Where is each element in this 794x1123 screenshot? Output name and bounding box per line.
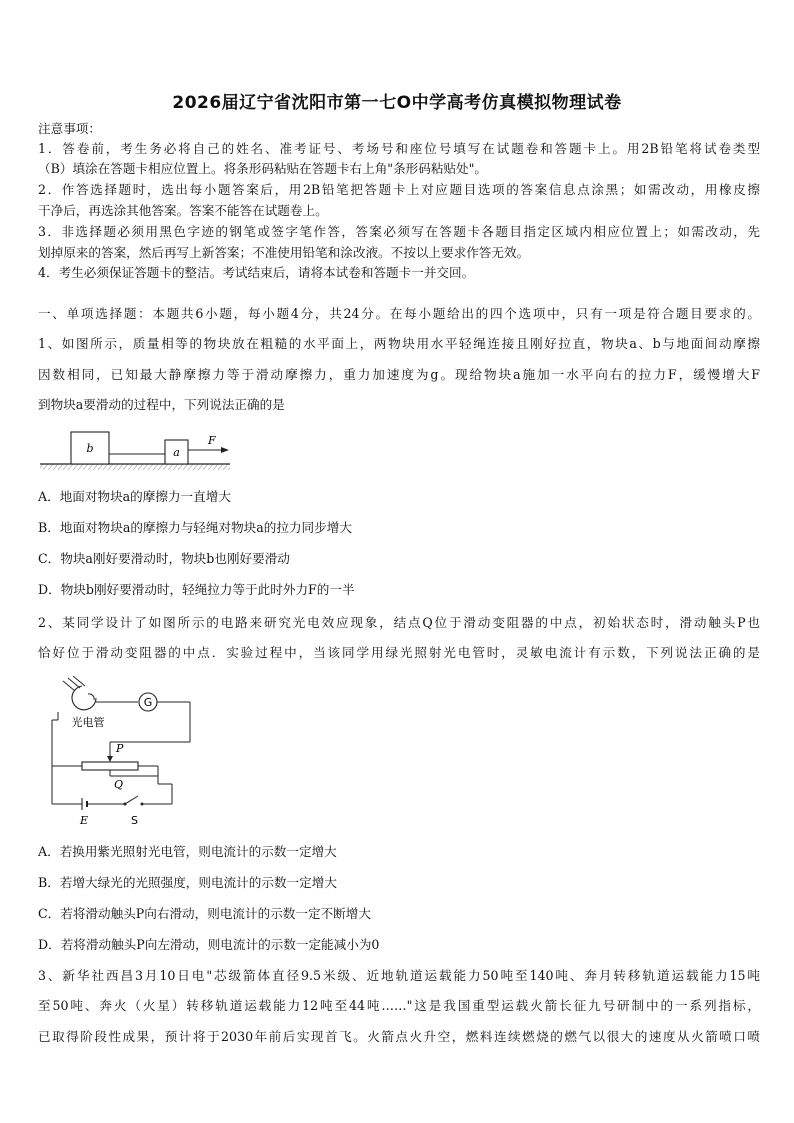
block-b-label: b bbox=[86, 442, 94, 455]
notice-line: 3．非选择题必须用黑色字迹的钢笔或签字笔作答，答案必须写在答题卡各题目指定区域内相应位置上；如需改动，先 bbox=[38, 224, 760, 239]
q3-stem-line: 已取得阶段性成果，预计将于2030年前后实现首飞。火箭点火升空，燃料连续燃烧的燃气以很大的速度从火箭喷口喷 bbox=[38, 1029, 760, 1044]
rheostat bbox=[82, 762, 138, 770]
q2-option: D．若将滑动触头P向左滑动，则电流计的示数一定能减小为0 bbox=[38, 937, 380, 952]
block-a-label: a bbox=[173, 446, 180, 459]
q2-stem-line: 2、某同学设计了如图所示的电路来研究光电效应现象，结点Q位于滑动变阻器的中点，初始状态时，滑动触头P也 bbox=[38, 615, 760, 630]
q3-stem-line: 至50吨、奔火（火星）转移轨道运载能力12吨至44吨……"这是我国重型运载火箭长征九号研制中的一系列指标， bbox=[38, 998, 760, 1013]
switch-label: S bbox=[131, 814, 138, 827]
notice-line: （B）填涂在答题卡相应位置上。将条形码粘贴在答题卡右上角"条形码粘贴处"。 bbox=[38, 161, 488, 176]
q1-blocks-figure bbox=[38, 428, 238, 478]
q2-stem-line: 恰好位于滑动变阻器的中点．实验过程中，当该同学用绿光照射光电管时，灵敏电流计有示数，下列说法正确的是 bbox=[38, 645, 760, 660]
q1-stem-line: 1、如图所示，质量相等的物块放在粗糙的水平面上，两物块用水平轻绳连接且刚好拉直，物块a、b与地面间动摩擦 bbox=[38, 336, 760, 351]
notice-line: 4．考生必须保证答题卡的整洁。考试结束后，请将本试卷和答题卡一并交回。 bbox=[38, 265, 475, 280]
q1-option: B．地面对物块a的摩擦力与轻绳对物块a的拉力同步增大 bbox=[38, 520, 352, 535]
q1-stem-line: 到物块a要滑动的过程中，下列说法正确的是 bbox=[38, 397, 285, 412]
switch-s bbox=[125, 796, 138, 804]
q2-option: A．若换用紫光照射光电管，则电流计的示数一定增大 bbox=[38, 844, 337, 859]
q1-option: D．物块b刚好要滑动时，轻绳拉力等于此时外力F的一半 bbox=[38, 582, 355, 597]
ground-hatching bbox=[40, 464, 230, 470]
q1-option: C．物块a刚好要滑动时，物块b也刚好要滑动 bbox=[38, 551, 290, 566]
force-label: F bbox=[208, 434, 216, 447]
galvanometer-label: G bbox=[143, 696, 153, 709]
notice-line: 1．答卷前，考生务必将自己的姓名、准考证号、考场号和座位号填写在试题卷和答题卡上。用2B铅笔将试卷类型 bbox=[38, 141, 760, 156]
q2-option: C．若将滑动触头P向右滑动，则电流计的示数一定不断增大 bbox=[38, 906, 371, 921]
battery-label: E bbox=[80, 814, 89, 827]
node-q-label: Q bbox=[114, 778, 124, 791]
notice-line: 干净后，再选涂其他答案。答案不能答在试题卷上。 bbox=[38, 203, 328, 218]
slider-p-arrow bbox=[107, 756, 113, 762]
q1-stem-line: 因数相同，已知最大静摩擦力等于滑动摩擦力，重力加速度为g。现给物块a施加一水平向右的拉力F，缓慢增大F bbox=[38, 367, 760, 382]
q2-option: B．若增大绿光的光照强度，则电流计的示数一定增大 bbox=[38, 875, 337, 890]
q2-circuit-figure bbox=[38, 676, 208, 828]
phototube-icon bbox=[63, 676, 96, 710]
phototube-label: 光电管 bbox=[71, 716, 105, 729]
notice-heading: 注意事项： bbox=[38, 121, 101, 136]
slider-p-label: P bbox=[116, 742, 124, 755]
force-arrowhead bbox=[221, 447, 229, 453]
page-title: 2026届辽宁省沈阳市第一七O中学高考仿真模拟物理试卷 bbox=[172, 93, 622, 113]
q1-option: A．地面对物块a的摩擦力一直增大 bbox=[38, 489, 231, 504]
notice-line: 划掉原来的答案，然后再写上新答案；不准使用铅笔和涂改液。不按以上要求作答无效。 bbox=[38, 245, 530, 260]
section-heading: 一、单项选择题：本题共6小题，每小题4分，共24分。在每小题给出的四个选项中，只有一项是符合题目要求的。 bbox=[38, 306, 760, 321]
q3-stem-line: 3、新华社西昌3月10日电"芯级箭体直径9.5米级、近地轨道运载能力50吨至140吨、奔月转移轨道运载能力15吨 bbox=[38, 968, 760, 983]
notice-line: 2．作答选择题时，选出每小题答案后，用2B铅笔把答题卡上对应题目选项的答案信息点涂黑；如需改动，用橡皮擦 bbox=[38, 182, 760, 197]
